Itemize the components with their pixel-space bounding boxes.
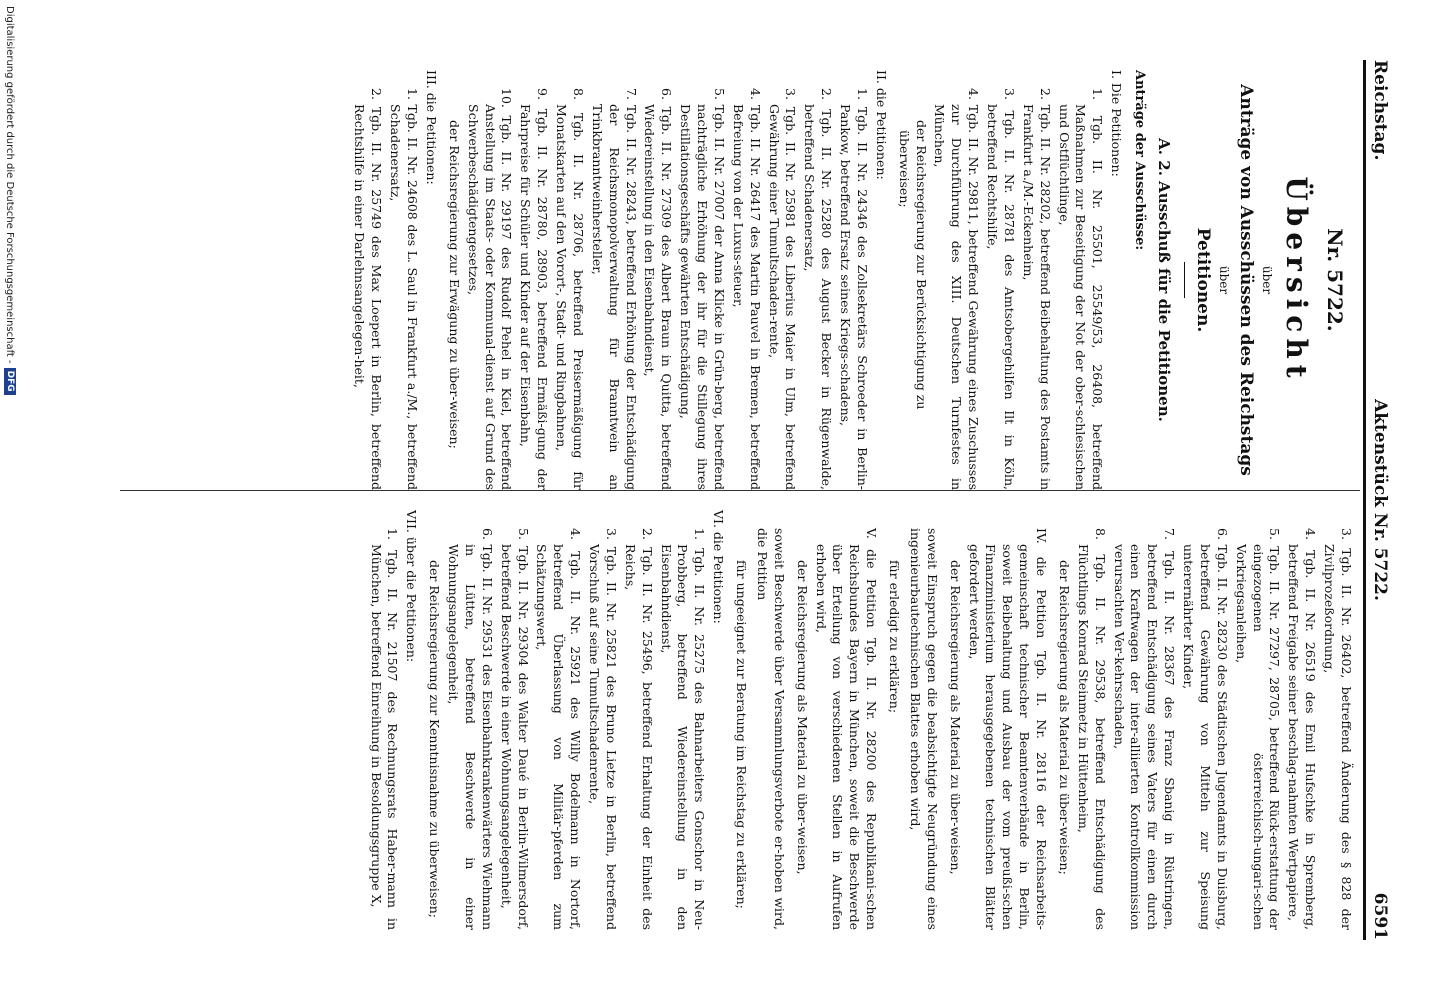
title-line-2: Anträge von Ausschüssen des Reichstags [1236,84,1257,476]
footer-text: Digitalisierung gefördert durch die Deutsche Forschungsgemeinschaft - [4,6,16,364]
header-middle: Aktenstück Nr. 5722. [1370,399,1390,601]
list-item: 8. Tgb. II. Nr. 28706, betreffend Preisermäßigung für Monatskarten auf den Vorort-, Stadt- und Ringbahnen, [554,88,586,490]
list-item: 6. Tgb. II. Nr. 29531 des Eisenbahnkrankenwärters Wiehmann in Lütten, betreffend Beschwerde in einer Wohnungsangelegenheit, [446,528,495,930]
list-item: 9. Tgb. II. Nr. 28780, 28903, betreffend Ermäßi-gung der Fahrpreise für Schüler und Kinder auf der Eisenbahn, [518,88,551,490]
section-v: V. die Petition Tgb. II. Nr. 28200 des Republikani-schen Reichsbundes Bayern in München, soweit die Beschwerde über Erteilung von verschiedenen Stellen in Aufrufen erhoben wird, [813,528,880,930]
antraege-heading: Anträge der Ausschüsse: [1131,70,1147,251]
list-item: 5. Tgb. II. Nr. 27007 der Anna Klicke in Grün-berg, betreffend nachträgliche Erhöhung der ihr für die Stillegung ihres Destillationsgeschäfts gewährten Entschädigung, [678,88,727,490]
title-line-3: Petitionen. [1192,227,1213,333]
list-item: 3. Tgb. II. Nr. 28781 des Amtsobergehilfen Ilt in Köln, betreffend Rechtshilfe, [985,88,1017,490]
list-item: 4. Tgb. II. Nr. 29811, betreffend Gewährung eines Zuschusses zur Durchführung des XIII. Deutschen Turnfestes in München, [932,88,982,490]
conclusion: der Reichsregierung zur Erwägung zu über-weisen; [446,120,462,449]
list-item: 5. Tgb. II. Nr. 29304 des Walter Daué in Berlin-Wilmersdorf, betreffend Beschwerde in einer Wohnungsangelegenheit, [498,528,531,930]
list-item: 3. Tgb. II. Nr. 26402, betreffend Änderung des § 828 der Zivilprozeßordnung, [1322,528,1354,930]
list-item: 1. Tgb. II. Nr. 25501, 25549/53, 26408, betreffend Maßnahmen zur Beseitigung der Not der ober-schlesischen und Ostflüchtlinge, [1056,88,1106,490]
list-item: 2. Tgb. II. Nr. 25749 des Max Loepert in Berlin, betreffend Rechtshilfe in einer Darlehnsangelegen-heit, [352,88,385,490]
list-item: 2. Tgb. II. Nr. 25280 des August Becker in Rügenwalde, betreffend Schadenersatz, [802,88,835,490]
section-heading: A. 2. Ausschuß für die Petitionen. [1154,138,1173,422]
list-item: 8. Tgb. II. Nr. 29538, betreffend Entschädigung des Flüchtlings Konrad Steinmetz in Hüttenheim, [1075,528,1108,930]
conclusion: der Reichsregierung zur Kenntnisnahme zu überweisen; [427,560,443,918]
dfg-logo: DFG [4,368,16,395]
list-item: 1. Tgb. II. Nr. 25275 des Bahnarbeiters Gonschor in Neu-Probberg, betreffend Wiedereinstellung in den Eisenbahndienst, [658,528,708,930]
section-i: I. Die Petitionen: [1109,70,1125,177]
list-item: 1. Tgb. II. Nr. 21507 des Rechnungsrats Haber-mann in München, betreffend Einreihung in Besoldungsgruppe X, [368,528,401,930]
list-item: 2. Tgb. II. Nr. 28202, betreffend Beibehaltung des Postamts in Frankfurt a./M.-Eckenheim, [1020,88,1053,490]
paragraph: soweit Einspruch gegen die beabsichtigte Neugründung eines ingenieurbautechnischen Blattes erhoben wird, [908,528,940,930]
section-vii: VII. über die Petitionen: [404,510,420,663]
list-item: 4. Tgb. II. Nr. 25921 des Willy Bodelmann in Nortorf, betreffend Überlassung von Militär-pferden zum Schätzungswert, [534,528,584,930]
column-divider [120,490,1360,491]
conclusion: der Reichsregierung als Material zu über-weisen, [794,560,810,875]
header-left: Reichstag. [1370,60,1390,161]
conclusion: für ungeeignet zur Beratung im Reichstag zu erklären; [734,560,750,909]
section-vi: VI. die Petitionen: [711,510,727,624]
list-item: 10. Tgb. II. Nr. 29197 des Rudolf Pehel in Kiel, betreffend Anstellung im Staats- oder Kommunal-dienst auf Grund des Schwerbeschädigtengesetzes, [465,88,515,490]
title-ueber-1: über [1260,265,1275,295]
list-item: 6. Tgb. II. Nr. 28230 des Städtischen Jugendamts in Duisburg, betreffend Gewährung von Mitteln zur Speisung unterernährter Kinder, [1181,528,1230,930]
title-ueber-2: über [1217,265,1232,295]
page-header [1363,60,1416,940]
paragraph: soweit Beschwerde über Versammlungsverbote er-hoben wird, die Petition [755,528,787,930]
document-title: Übersicht [1280,176,1313,384]
left-column [100,70,1354,490]
footer [4,0,16,1006]
conclusion: der Reichsregierung als Material zu über-weisen, [947,560,963,875]
document-number: Nr. 5722. [1323,228,1347,332]
conclusion: der Reichsregierung zur Berücksichtigung zu überweisen; [896,120,929,410]
section-iv: IV. die Petition Tgb. II. Nr. 28116 der Reichsarbeits-gemeinschaft technischer Beamtenverbände in Berlin, soweit Beibehaltung und Ausbau der vom preußi-schen Finanzministerium herausgegebenen technischen Blätter gefordert werden, [966,528,1050,930]
list-item: 3. Tgb. II. Nr. 25821 des Bruno Lietze in Berlin, betreffend Vorschuß auf seine Tumultschadenrente, [587,528,619,930]
list-item: 2. Tgb. II. Nr. 25496, betreffend Erhaltung der Einheit des Reichs, [622,528,655,930]
page-number: 6591 [1370,892,1390,940]
section-iii: III. die Petitionen: [423,70,439,185]
right-column [100,510,1354,930]
conclusion: für erledigt zu erklären; [887,560,903,714]
list-item: 4. Tgb. II. Nr. 26417 des Martin Pauvel in Bremen, betreffend Befreiung von der Luxus-steuer, [730,88,763,490]
list-item: 3. Tgb. II. Nr. 25981 des Liberius Maier in Ulm, betreffend Gewährung einer Tumultschaden-rente, [766,88,799,490]
list-item: 7. Tgb. II. Nr. 28367 des Franz Sbanig in Rüstringen, betreffend Entschädigung seines Vaters für einen durch einen Kraftwagen der inter-alliierten Kontrollkommission verursachten Ver-kehrsschaden, [1111,528,1178,930]
list-item: 4. Tgb. II. Nr. 26519 des Emil Hufschke in Spremberg, betreffend Freigabe seiner beschlag-nahmten Wertpapiere, [1286,528,1319,930]
conclusion: der Reichsregierung als Material zu über-weisen; [1057,560,1072,875]
title-rule [1184,262,1185,298]
list-item: 6. Tgb. II. Nr. 27309 des Albert Braun in Quitta, betreffend Wiedereinstellung in den Eisenbahndienst, [642,88,675,490]
list-item: 1. Tgb. II. Nr. 24346 des Zollsekretärs Schroeder in Berlin-Pankow, betreffend Ersatz seines Kriegs-schadens, [838,88,870,490]
list-item: 5. Tgb. II. Nr. 27297, 28705, betreffend Rück-erstattung der eingezogenen österreichisch-ungari-schen Vorkriegsanleihen, [1233,528,1283,930]
list-item: 1. Tgb. II. Nr. 24608 des L. Saul in Frankfurt a./M., betreffend Schadenersatz, [388,88,421,490]
list-item: 7. Tgb. II. Nr. 28243, betreffend Erhöhung der Entschädigung der Reichsmonopolverwaltung für Branntwein an Trinkbranntweinhersteller, [589,88,639,490]
section-ii: II. die Petitionen: [873,70,889,180]
